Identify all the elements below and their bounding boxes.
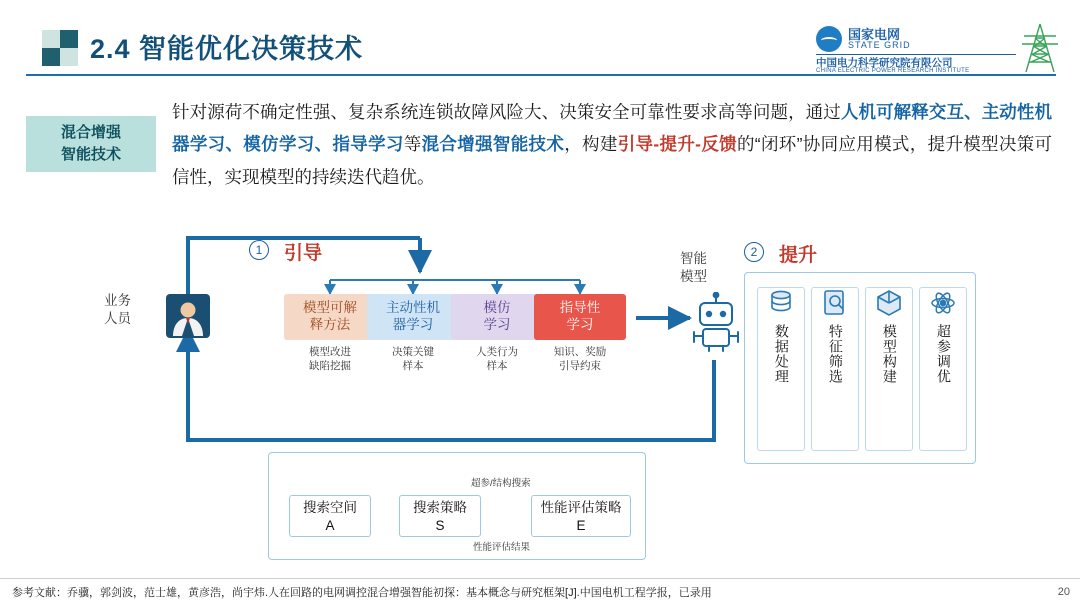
uplift-cell-3 [865,287,913,451]
feedback-panel [268,452,646,560]
para-seg-6: 引导-提升-反馈 [617,134,737,155]
guide-sub-label-4: 知识、奖励 引导约束 [553,346,607,372]
feedback-arrow-bottom-label: 性能评估结果 [473,542,531,553]
feedback-box-search-space: 搜索空间 A [289,495,371,537]
stage-2-number: 2 [744,242,764,262]
para-seg-1: 针对源荷不确定性强、复杂系统连锁故障风险大、决策安全可靠性要求高等问题，通过 [172,102,841,122]
header-decor-square-1 [42,30,60,48]
state-grid-logo [816,24,1016,74]
cube-icon [874,288,904,318]
header-decor-square-2 [60,30,78,48]
para-seg-5: ，构建 [564,134,618,155]
feedback-box-eval-strategy: 性能评估策略 E [531,495,631,537]
guide-box-3 [451,294,543,340]
stage-1-number: 1 [249,240,269,260]
para-seg-3: 等 [403,134,422,155]
para-seg-7: 的“闭环”协同应用模式，提升模型决策可信性，实现模型的持续迭代趋优。 [172,134,1053,187]
guide-box-4-label: 指导性 学习 [559,300,601,332]
uplift-cell-1-label: 数据处理 [773,324,790,384]
topic-tag-label: 混合增强 智能技术 [60,123,121,163]
page-title: 2.4 智能优化决策技术 [90,34,364,64]
actor-label: 业务 人员 [104,293,131,327]
feedback-arrow-top-label: 超参/结构搜索 [471,478,531,489]
uplift-cell-4 [919,287,967,451]
para-seg-2: 人机可解释交互、主动性机器学习、模仿学习、指导学习 [172,102,1052,155]
guide-sub-label-3: 人类行为 样本 [476,346,518,372]
stage-1-title: 引导 [284,243,323,264]
reference-text: 参考文献：乔骥，郭剑波，范士雄，黄彦浩，尚宇炜.人在回路的电网调控混合增强智能初探：基本概念与研究框架[J].中国电机工程学报，已录用 [12,587,712,599]
power-tower-icon [1016,22,1064,79]
globe-icon [816,26,842,52]
intro-paragraph [172,96,1052,193]
logo-company-name-cn: 国家电网 [848,27,901,42]
header-decor-square-4 [60,48,78,66]
guide-sub-label-1: 模型改进 缺陷挖掘 [309,346,351,372]
guide-box-4 [534,294,626,340]
guide-sub-label-2: 决策关键 样本 [392,346,434,372]
database-icon [766,288,796,318]
header-divider [26,74,1056,76]
logo-company-name-en: STATE GRID [848,40,911,50]
para-seg-4: 混合增强智能技术 [421,134,565,155]
uplift-cell-2-label: 特征筛选 [827,324,844,384]
uplift-cell-4-label: 超参调优 [935,324,952,384]
business-person-icon [160,288,216,349]
uplift-cell-2 [811,287,859,451]
page-number: 20 [1057,586,1070,598]
stage-2-title: 提升 [779,245,818,266]
atom-icon [928,288,958,318]
robot-icon [690,292,742,359]
workflow-diagram [0,210,1080,570]
uplift-panel [744,272,976,464]
topic-tag [26,116,156,172]
footer-divider [0,578,1080,579]
logo-institute-en: CHINA ELECTRIC POWER RESEARCH INSTITUTE [816,68,970,74]
guide-box-1 [284,294,376,340]
guide-box-3-label: 模仿 学习 [483,300,511,332]
guide-box-2-label: 主动性机 器学习 [386,300,440,332]
uplift-cell-1 [757,287,805,451]
model-label: 智能 模型 [680,251,707,285]
guide-box-1-label: 模型可解 释方法 [303,300,357,332]
logo-institute-cn: 中国电力科学研究院有限公司 [816,57,953,69]
header-decor-square-3 [42,48,60,66]
search-document-icon [820,288,850,318]
feedback-box-search-strategy: 搜索策略 S [399,495,481,537]
uplift-cell-3-label: 模型构建 [881,324,898,384]
guide-box-2 [367,294,459,340]
